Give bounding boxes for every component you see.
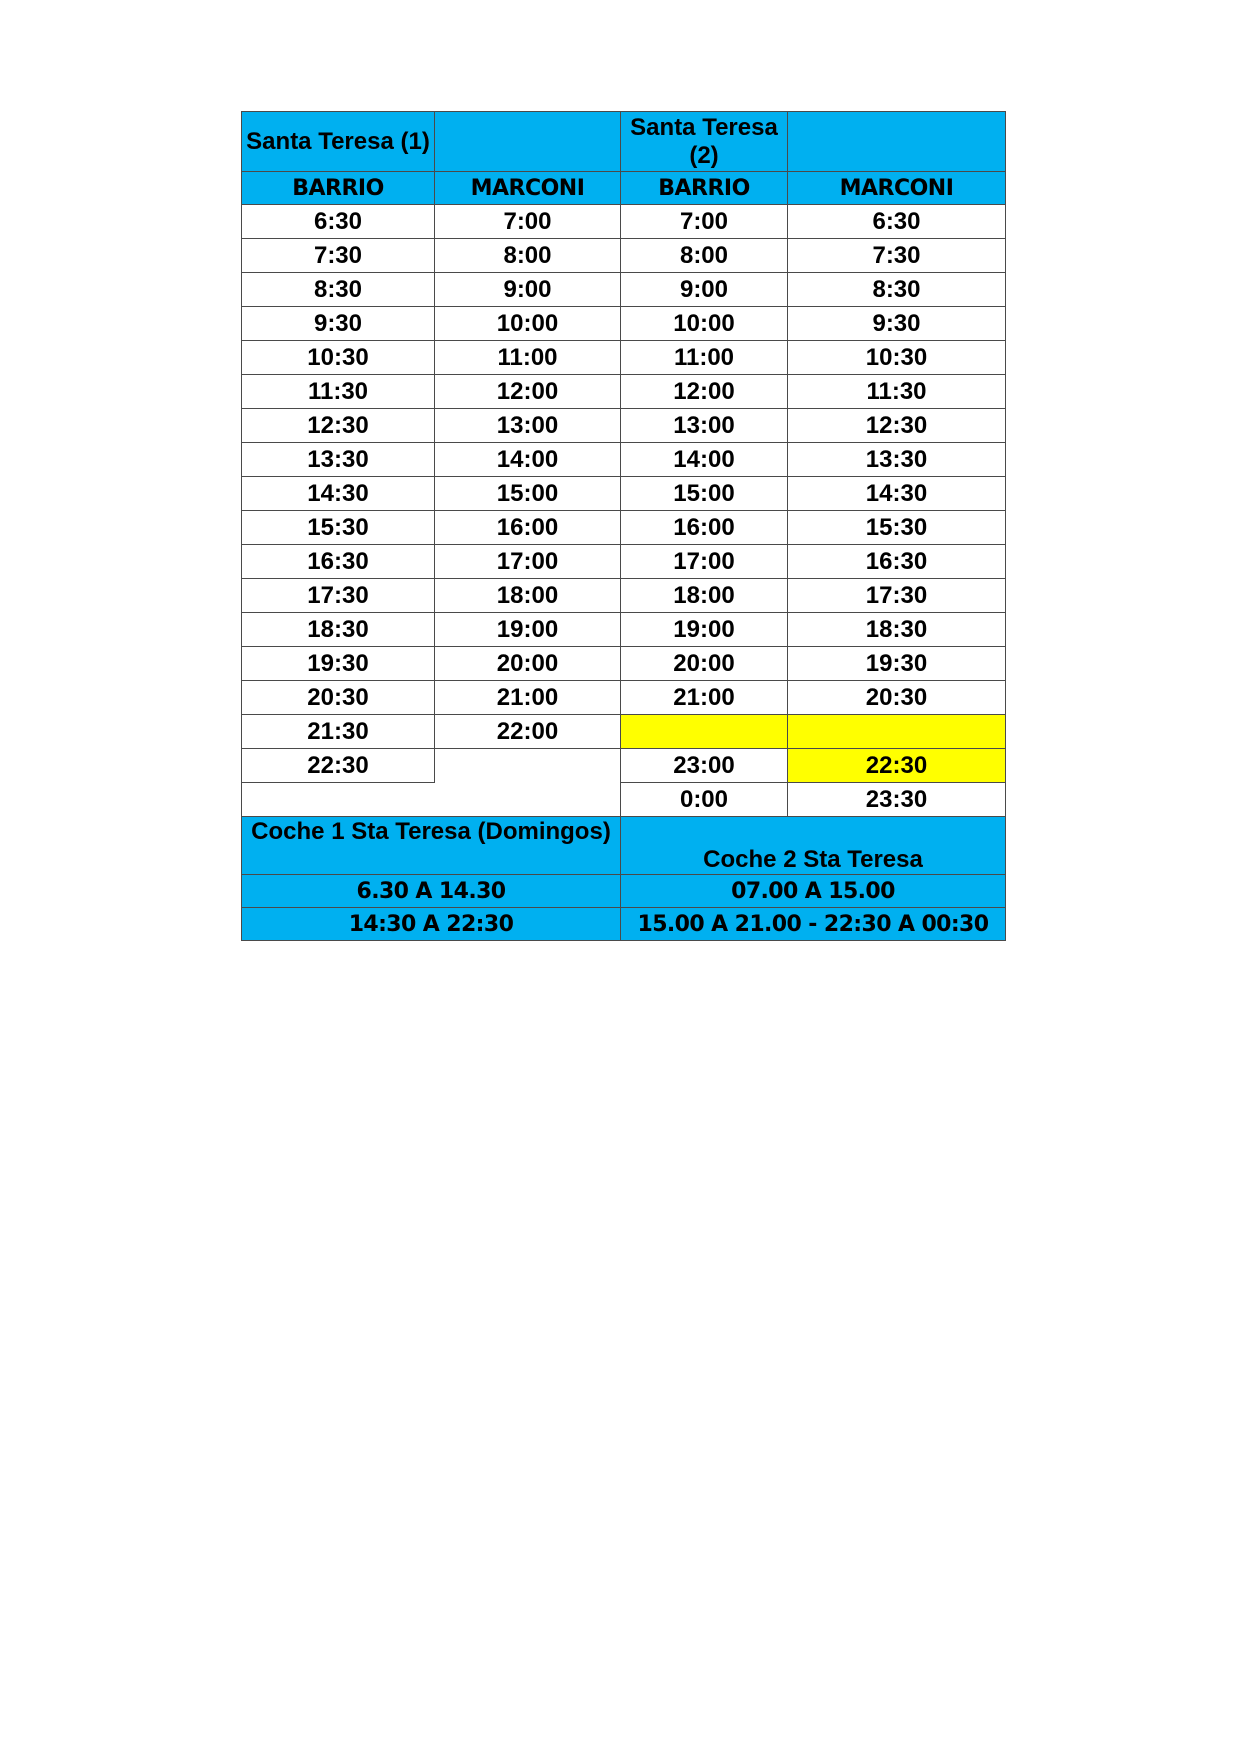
time-cell: 9:30 xyxy=(788,307,1006,341)
time-cell: 15:00 xyxy=(435,477,621,511)
time-cell: 11:30 xyxy=(788,375,1006,409)
time-cell: 16:30 xyxy=(242,545,435,579)
table-row xyxy=(242,239,1006,273)
time-cell: 15:30 xyxy=(788,511,1006,545)
coche2-title: Coche 2 Sta Teresa xyxy=(621,817,1006,875)
table-row xyxy=(242,341,1006,375)
highlighted-empty-cell xyxy=(621,715,788,749)
time-cell: 17:30 xyxy=(788,579,1006,613)
time-cell: 20:30 xyxy=(242,681,435,715)
route2-title-blank xyxy=(788,112,1006,172)
time-cell: 17:30 xyxy=(242,579,435,613)
time-cell: 6:30 xyxy=(242,205,435,239)
highlighted-empty-cell xyxy=(788,715,1006,749)
time-cell: 12:00 xyxy=(621,375,788,409)
table-row xyxy=(242,613,1006,647)
time-cell: 20:00 xyxy=(435,647,621,681)
time-cell: 6:30 xyxy=(788,205,1006,239)
time-cell: 0:00 xyxy=(621,783,788,817)
time-cell: 14:30 xyxy=(242,477,435,511)
time-cell: 13:00 xyxy=(621,409,788,443)
time-cell: 13:30 xyxy=(242,443,435,477)
time-cell: 22:30 xyxy=(242,749,435,783)
footer-title-row xyxy=(242,817,1006,875)
time-cell: 8:30 xyxy=(788,273,1006,307)
table-row xyxy=(242,273,1006,307)
route1-title-blank xyxy=(435,112,621,172)
table-row xyxy=(242,409,1006,443)
time-cell: 17:00 xyxy=(621,545,788,579)
time-cell: 19:00 xyxy=(621,613,788,647)
empty-cell xyxy=(435,783,621,817)
coche1-shift1: 6.30 A 14.30 xyxy=(242,875,621,908)
bus-schedule-table xyxy=(241,111,1006,941)
footer-shift-row xyxy=(242,908,1006,941)
table-row xyxy=(242,511,1006,545)
time-cell: 12:30 xyxy=(242,409,435,443)
time-cell: 16:30 xyxy=(788,545,1006,579)
time-cell: 19:30 xyxy=(242,647,435,681)
time-cell: 16:00 xyxy=(435,511,621,545)
time-cell: 16:00 xyxy=(621,511,788,545)
time-cell: 8:00 xyxy=(621,239,788,273)
table-row xyxy=(242,715,1006,749)
table-row xyxy=(242,749,1006,783)
time-cell: 19:30 xyxy=(788,647,1006,681)
table-row xyxy=(242,477,1006,511)
time-cell: 19:00 xyxy=(435,613,621,647)
highlighted-time-cell: 22:30 xyxy=(788,749,1006,783)
time-cell: 23:30 xyxy=(788,783,1006,817)
time-cell: 18:30 xyxy=(788,613,1006,647)
time-cell: 9:00 xyxy=(621,273,788,307)
table-row xyxy=(242,307,1006,341)
column-header-barrio-1: BARRIO xyxy=(242,172,435,205)
footer-shift-row xyxy=(242,875,1006,908)
time-cell: 14:00 xyxy=(435,443,621,477)
coche2-shift2: 15.00 A 21.00 - 22:30 A 00:30 xyxy=(621,908,1006,941)
table-row xyxy=(242,443,1006,477)
time-cell: 7:30 xyxy=(242,239,435,273)
column-header-marconi-1: MARCONI xyxy=(435,172,621,205)
time-cell: 21:30 xyxy=(242,715,435,749)
time-cell: 21:00 xyxy=(621,681,788,715)
column-header-barrio-2: BARRIO xyxy=(621,172,788,205)
time-cell: 9:30 xyxy=(242,307,435,341)
time-cell: 18:30 xyxy=(242,613,435,647)
time-cell: 7:00 xyxy=(435,205,621,239)
empty-cell xyxy=(435,749,621,783)
coche1-shift2: 14:30 A 22:30 xyxy=(242,908,621,941)
route-title-row xyxy=(242,112,1006,172)
column-header-row xyxy=(242,172,1006,205)
time-cell: 9:00 xyxy=(435,273,621,307)
column-header-marconi-2: MARCONI xyxy=(788,172,1006,205)
table-row xyxy=(242,647,1006,681)
table-row xyxy=(242,783,1006,817)
time-cell: 14:00 xyxy=(621,443,788,477)
time-cell: 10:30 xyxy=(788,341,1006,375)
time-cell: 17:00 xyxy=(435,545,621,579)
coche2-shift1: 07.00 A 15.00 xyxy=(621,875,1006,908)
time-cell: 10:00 xyxy=(435,307,621,341)
table-row xyxy=(242,681,1006,715)
time-cell: 15:00 xyxy=(621,477,788,511)
time-cell: 20:00 xyxy=(621,647,788,681)
coche1-title: Coche 1 Sta Teresa (Domingos) xyxy=(242,817,621,875)
time-cell: 14:30 xyxy=(788,477,1006,511)
time-cell: 7:00 xyxy=(621,205,788,239)
time-cell: 8:00 xyxy=(435,239,621,273)
time-cell: 11:00 xyxy=(621,341,788,375)
time-cell: 11:00 xyxy=(435,341,621,375)
time-cell: 13:00 xyxy=(435,409,621,443)
table-row xyxy=(242,579,1006,613)
time-cell: 18:00 xyxy=(621,579,788,613)
route2-title: Santa Teresa (2) xyxy=(621,112,788,172)
time-cell: 22:00 xyxy=(435,715,621,749)
table-row xyxy=(242,375,1006,409)
time-cell: 12:00 xyxy=(435,375,621,409)
time-cell: 23:00 xyxy=(621,749,788,783)
time-cell: 7:30 xyxy=(788,239,1006,273)
empty-cell xyxy=(242,783,435,817)
time-cell: 20:30 xyxy=(788,681,1006,715)
time-cell: 13:30 xyxy=(788,443,1006,477)
time-cell: 11:30 xyxy=(242,375,435,409)
table-row xyxy=(242,205,1006,239)
table-row xyxy=(242,545,1006,579)
time-cell: 10:00 xyxy=(621,307,788,341)
time-cell: 15:30 xyxy=(242,511,435,545)
time-cell: 8:30 xyxy=(242,273,435,307)
time-cell: 12:30 xyxy=(788,409,1006,443)
time-cell: 18:00 xyxy=(435,579,621,613)
time-cell: 21:00 xyxy=(435,681,621,715)
route1-title: Santa Teresa (1) xyxy=(242,112,435,172)
time-cell: 10:30 xyxy=(242,341,435,375)
